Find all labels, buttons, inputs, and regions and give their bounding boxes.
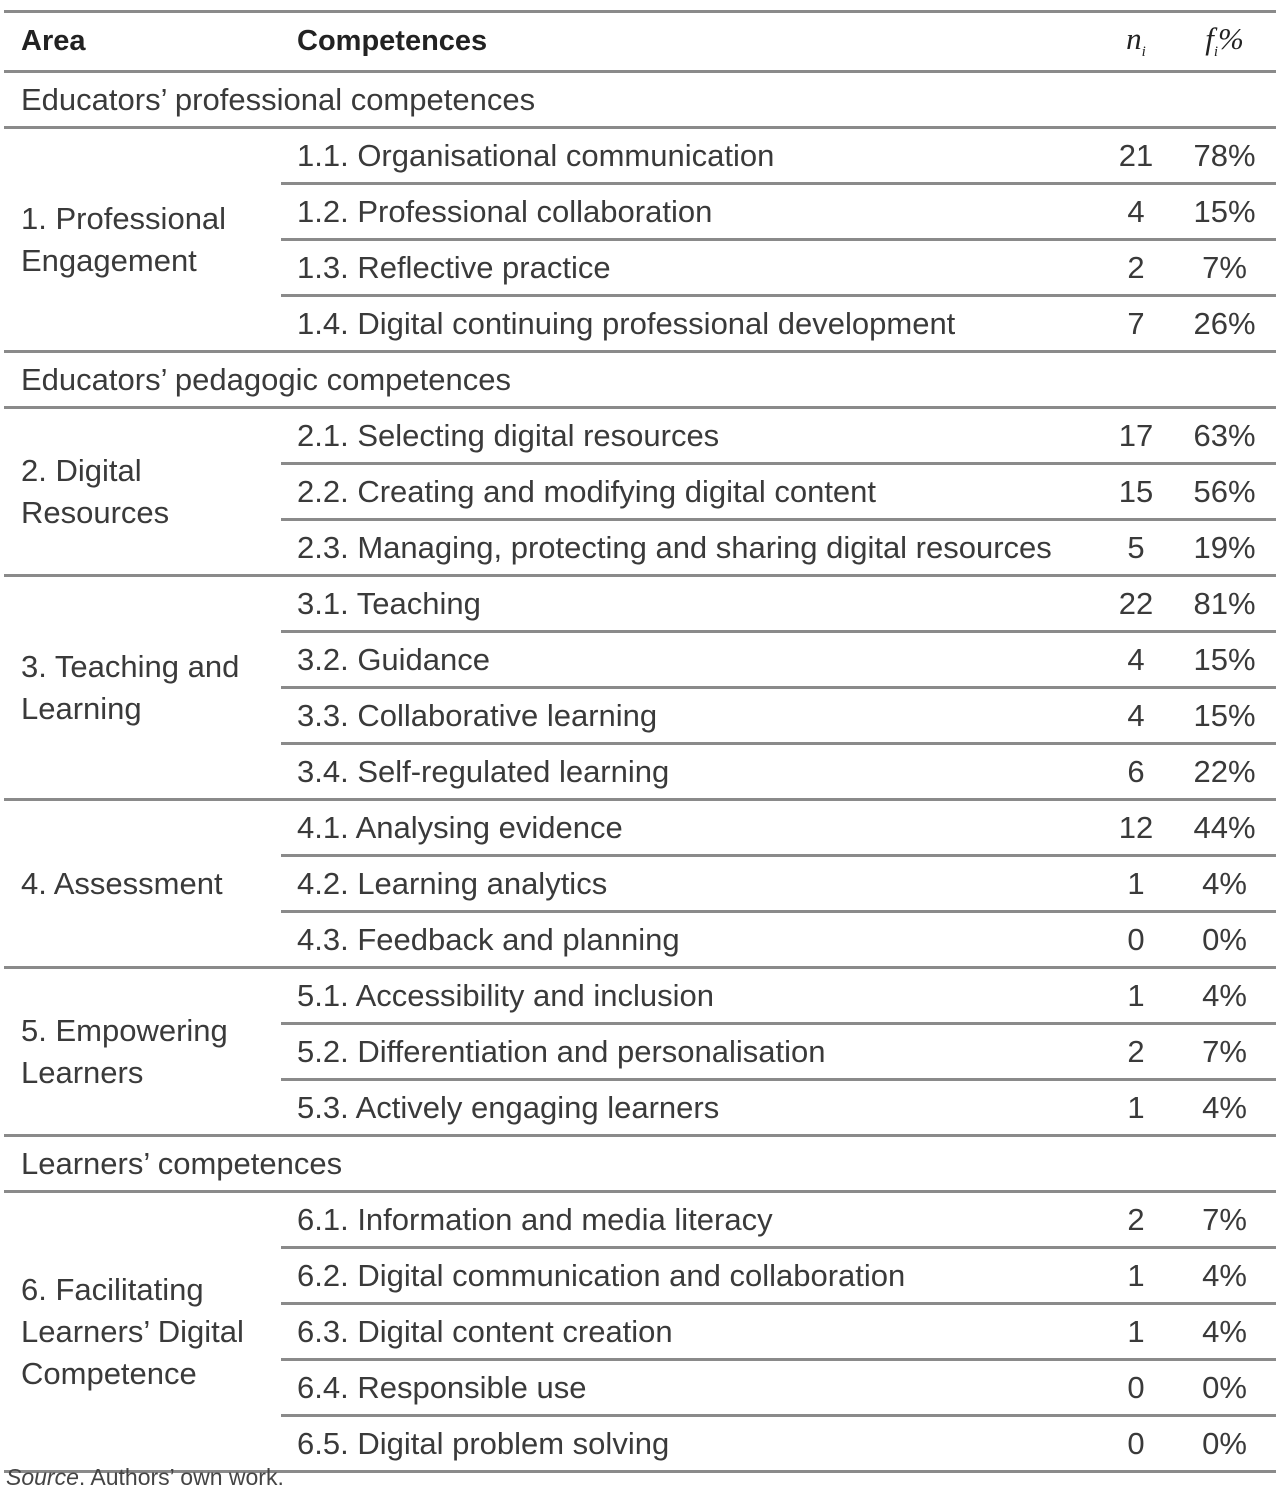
section-title: Educators’ professional competences bbox=[4, 72, 1276, 128]
competence-label: 1.3. Reflective practice bbox=[281, 240, 1099, 296]
area-cell bbox=[4, 576, 281, 800]
count-value: 5 bbox=[1099, 520, 1173, 576]
percent-value: 81% bbox=[1173, 576, 1276, 632]
area-label-line: 1. Professional bbox=[21, 200, 227, 236]
area-cell bbox=[4, 800, 281, 968]
count-value: 1 bbox=[1099, 1248, 1173, 1304]
area-cell bbox=[4, 408, 281, 576]
area-label-line: 5. Empowering bbox=[21, 1012, 228, 1048]
table-row bbox=[4, 576, 1276, 632]
percent-value: 7% bbox=[1173, 1192, 1276, 1248]
percent-value: 26% bbox=[1173, 296, 1276, 352]
area-cell bbox=[4, 968, 281, 1136]
area-label-line: 3. Teaching and bbox=[21, 648, 240, 684]
table-body bbox=[4, 72, 1276, 1472]
percent-value: 0% bbox=[1173, 1416, 1276, 1472]
percent-value: 78% bbox=[1173, 128, 1276, 184]
section-row bbox=[4, 352, 1276, 408]
competence-label: 5.3. Actively engaging learners bbox=[281, 1080, 1099, 1136]
count-value: 1 bbox=[1099, 1304, 1173, 1360]
percent-value: 19% bbox=[1173, 520, 1276, 576]
competence-label: 6.4. Responsible use bbox=[281, 1360, 1099, 1416]
header-n: $n_i$ bbox=[1099, 12, 1173, 72]
table-row bbox=[4, 968, 1276, 1024]
count-value: 0 bbox=[1099, 1360, 1173, 1416]
competence-label: 1.4. Digital continuing professional development bbox=[281, 296, 1099, 352]
area-label-line: Learners bbox=[21, 1054, 144, 1090]
table-row bbox=[4, 128, 1276, 184]
count-value: 2 bbox=[1099, 1192, 1173, 1248]
count-value: 1 bbox=[1099, 856, 1173, 912]
count-value: 22 bbox=[1099, 576, 1173, 632]
competence-label: 6.2. Digital communication and collaboration bbox=[281, 1248, 1099, 1304]
table-row bbox=[4, 1192, 1276, 1248]
percent-value: 4% bbox=[1173, 1304, 1276, 1360]
competence-label: 2.1. Selecting digital resources bbox=[281, 408, 1099, 464]
section-row bbox=[4, 1136, 1276, 1192]
count-value: 0 bbox=[1099, 1416, 1173, 1472]
competence-label: 1.1. Organisational communication bbox=[281, 128, 1099, 184]
table-row bbox=[4, 408, 1276, 464]
count-value: 1 bbox=[1099, 968, 1173, 1024]
count-value: 21 bbox=[1099, 128, 1173, 184]
competence-label: 2.2. Creating and modifying digital content bbox=[281, 464, 1099, 520]
header-area: Area bbox=[4, 12, 281, 72]
count-value: 4 bbox=[1099, 688, 1173, 744]
competence-label: 3.4. Self-regulated learning bbox=[281, 744, 1099, 800]
competence-label: 3.3. Collaborative learning bbox=[281, 688, 1099, 744]
percent-value: 22% bbox=[1173, 744, 1276, 800]
count-value: 1 bbox=[1099, 1080, 1173, 1136]
percent-value: 4% bbox=[1173, 968, 1276, 1024]
percent-value: 4% bbox=[1173, 1080, 1276, 1136]
area-cell bbox=[4, 1192, 281, 1472]
section-title: Learners’ competences bbox=[4, 1136, 1276, 1192]
percent-value: 15% bbox=[1173, 688, 1276, 744]
percent-value: 4% bbox=[1173, 856, 1276, 912]
table-header-row bbox=[4, 12, 1276, 72]
competence-label: 1.2. Professional collaboration bbox=[281, 184, 1099, 240]
percent-value: 4% bbox=[1173, 1248, 1276, 1304]
area-label-line: Learning bbox=[21, 690, 142, 726]
percent-value: 7% bbox=[1173, 1024, 1276, 1080]
area-cell bbox=[4, 128, 281, 352]
percent-value: 0% bbox=[1173, 912, 1276, 968]
competence-label: 6.1. Information and media literacy bbox=[281, 1192, 1099, 1248]
header-competences: Competences bbox=[281, 12, 1099, 72]
count-value: 7 bbox=[1099, 296, 1173, 352]
area-label-line: Competence bbox=[21, 1355, 197, 1391]
area-label-line: 4. Assessment bbox=[21, 865, 223, 901]
section-title: Educators’ pedagogic competences bbox=[4, 352, 1276, 408]
count-value: 4 bbox=[1099, 632, 1173, 688]
competence-label: 3.2. Guidance bbox=[281, 632, 1099, 688]
competences-table bbox=[4, 10, 1276, 1473]
competence-label: 4.3. Feedback and planning bbox=[281, 912, 1099, 968]
area-label-line: 6. Facilitating bbox=[21, 1271, 204, 1307]
header-f-percent: $f_i\%$ bbox=[1173, 12, 1276, 72]
competence-label: 6.5. Digital problem solving bbox=[281, 1416, 1099, 1472]
percent-value: 63% bbox=[1173, 408, 1276, 464]
area-label-line: Resources bbox=[21, 494, 170, 530]
competence-label: 5.1. Accessibility and inclusion bbox=[281, 968, 1099, 1024]
percent-value: 7% bbox=[1173, 240, 1276, 296]
count-value: 2 bbox=[1099, 240, 1173, 296]
competence-label: 4.2. Learning analytics bbox=[281, 856, 1099, 912]
percent-value: 15% bbox=[1173, 184, 1276, 240]
area-label-line: 2. Digital bbox=[21, 452, 142, 488]
count-value: 4 bbox=[1099, 184, 1173, 240]
count-value: 17 bbox=[1099, 408, 1173, 464]
percent-value: 0% bbox=[1173, 1360, 1276, 1416]
percent-value: 44% bbox=[1173, 800, 1276, 856]
competence-label: 3.1. Teaching bbox=[281, 576, 1099, 632]
count-value: 0 bbox=[1099, 912, 1173, 968]
source-note: Source. Authors’ own work. bbox=[6, 1464, 284, 1490]
percent-value: 56% bbox=[1173, 464, 1276, 520]
area-label-line: Learners’ Digital bbox=[21, 1313, 244, 1349]
percent-value: 15% bbox=[1173, 632, 1276, 688]
competence-label: 4.1. Analysing evidence bbox=[281, 800, 1099, 856]
count-value: 6 bbox=[1099, 744, 1173, 800]
count-value: 15 bbox=[1099, 464, 1173, 520]
count-value: 12 bbox=[1099, 800, 1173, 856]
competence-label: 2.3. Managing, protecting and sharing digital resources bbox=[281, 520, 1099, 576]
table-row bbox=[4, 800, 1276, 856]
competence-label: 6.3. Digital content creation bbox=[281, 1304, 1099, 1360]
competence-label: 5.2. Differentiation and personalisation bbox=[281, 1024, 1099, 1080]
area-label-line: Engagement bbox=[21, 242, 197, 278]
section-row bbox=[4, 72, 1276, 128]
count-value: 2 bbox=[1099, 1024, 1173, 1080]
